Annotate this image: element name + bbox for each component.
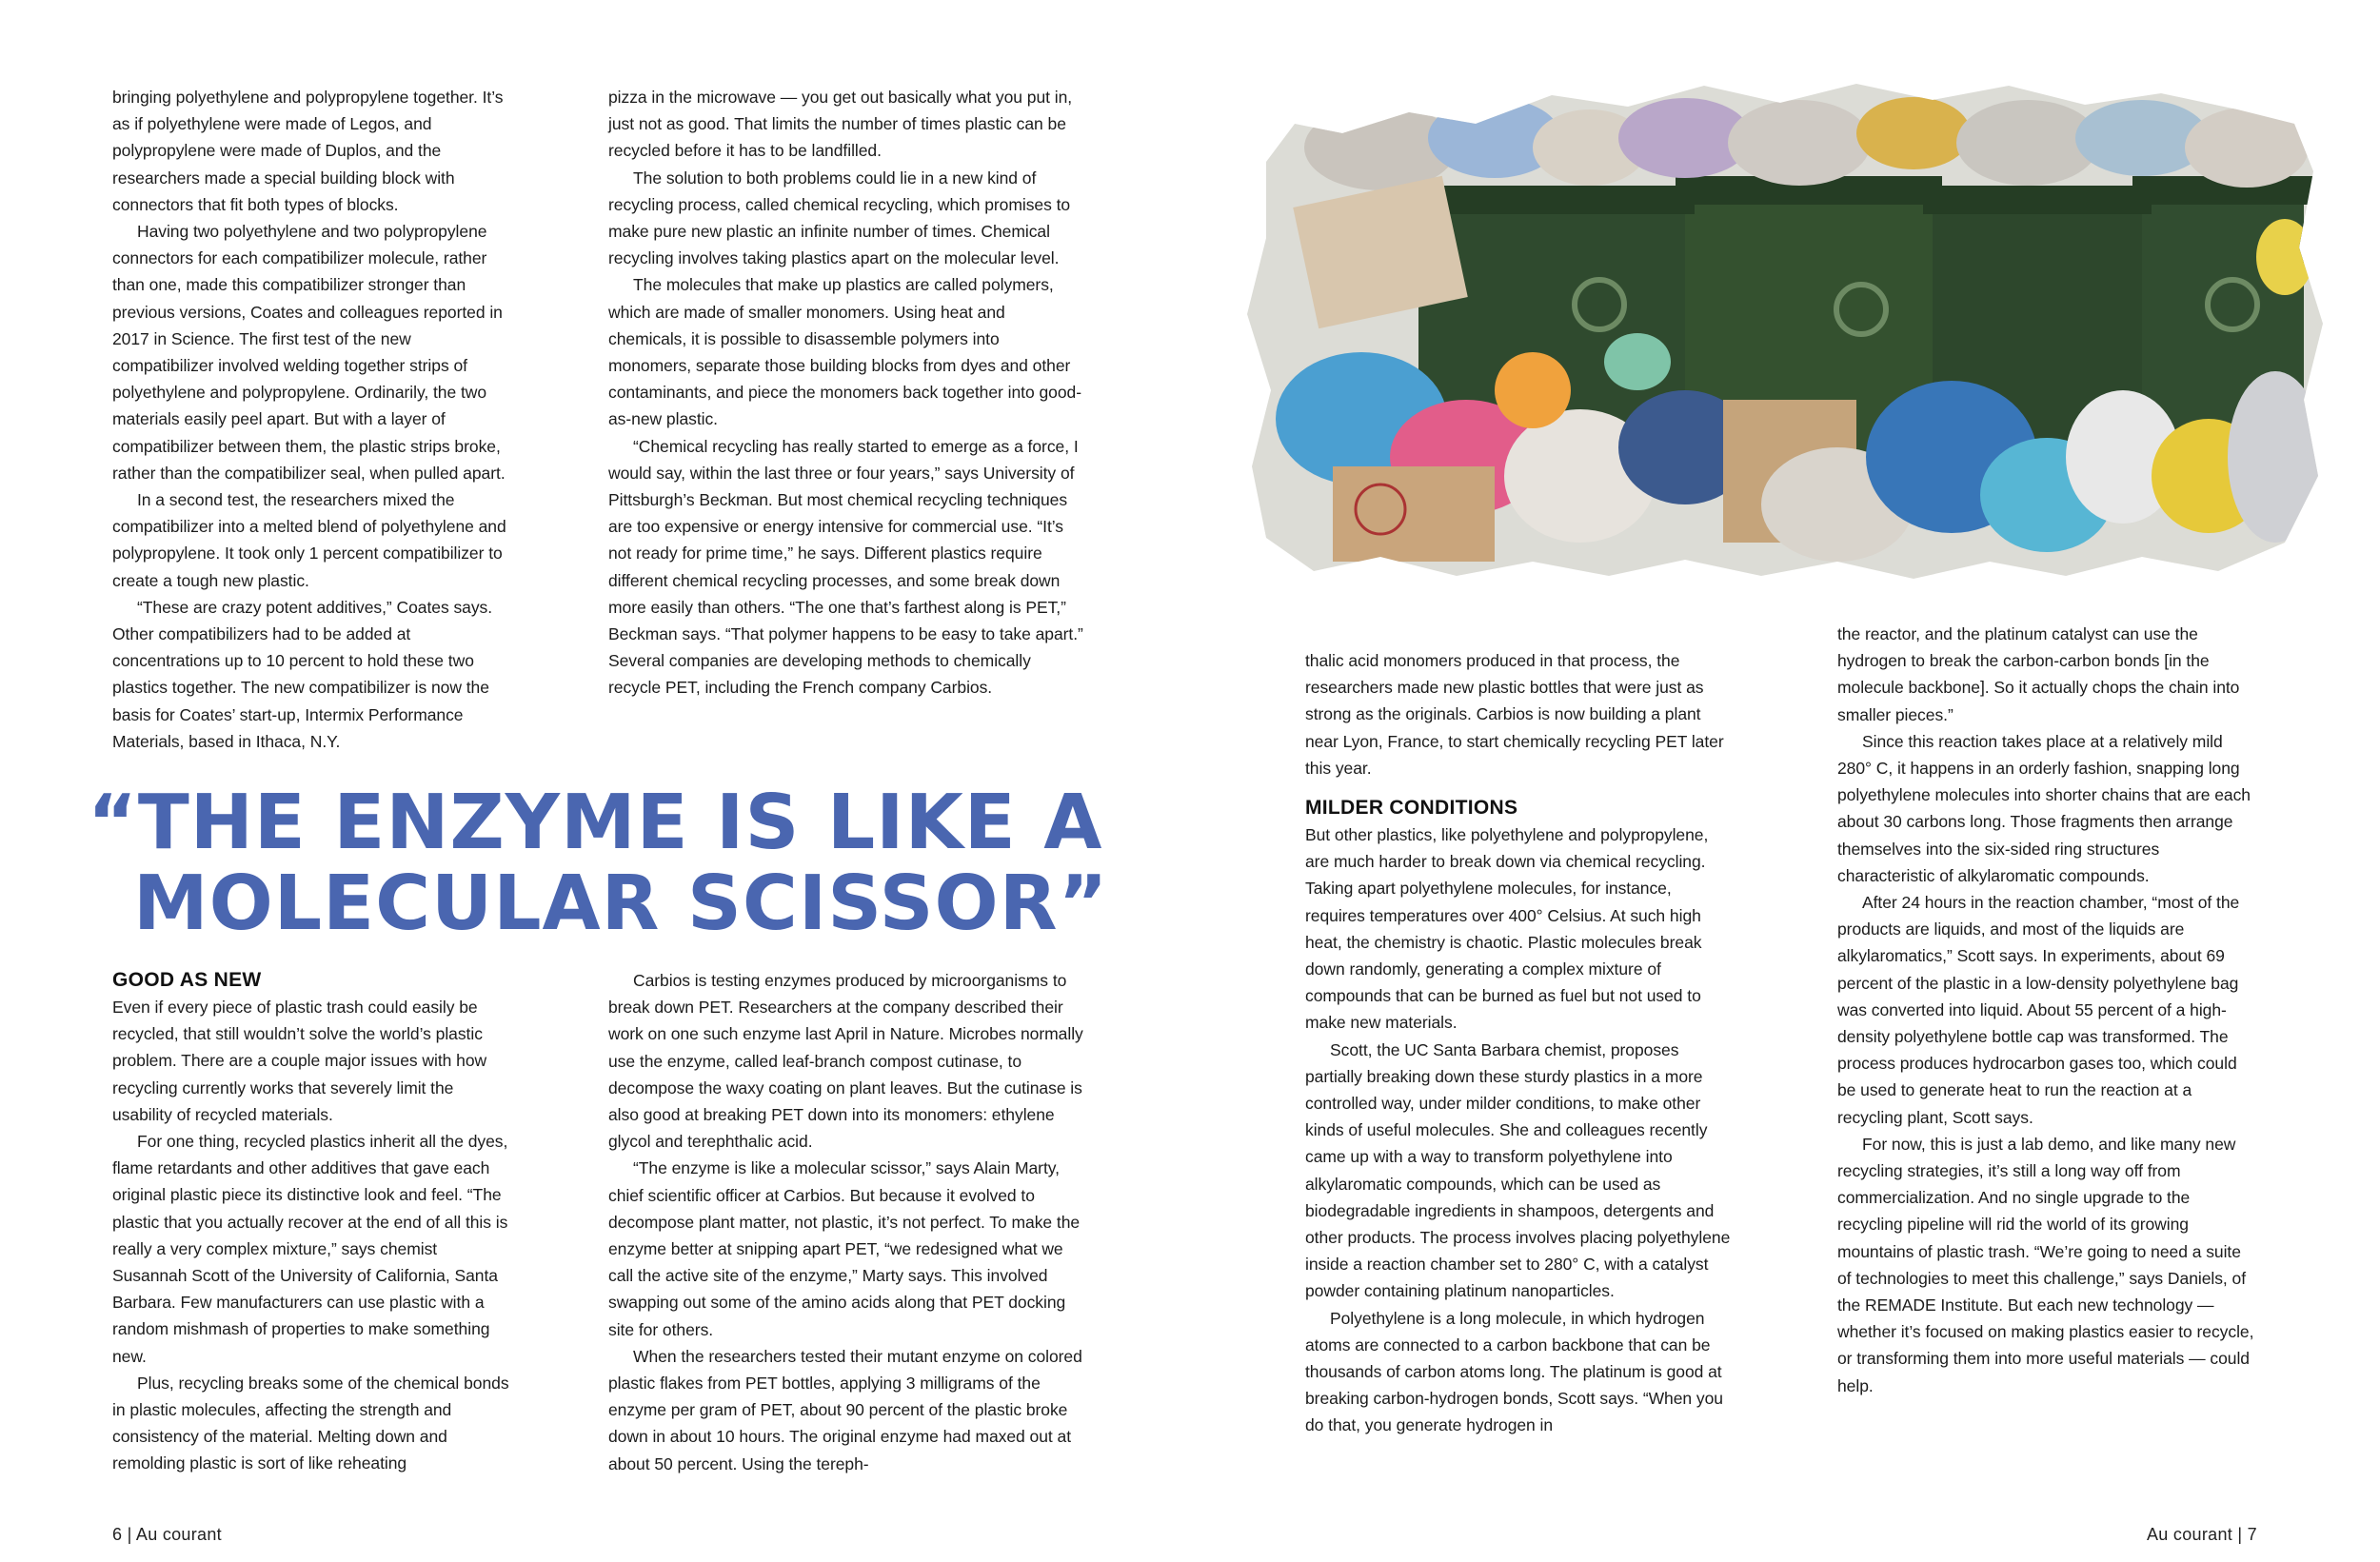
paragraph: The solution to both problems could lie in a new kind of recycling process, called chemical recycling, which promises to make pure new plastic an infinite number of times. Chemical recycling involves taking plastics apart on the molecular level. bbox=[608, 168, 1071, 268]
paragraph: Plus, recycling breaks some of the chemical bonds in plastic molecules, affecting the strength and consistency of the material. Melting down and remolding plastic is sort of like reheating bbox=[112, 1373, 509, 1473]
paragraph: Polyethylene is a long molecule, in which hydrogen atoms are connected to a carbon backbone that can be thousands of carbon atoms long. The platinum is good at breaking carbon-hydrogen bonds, Scott says. “When you do that, you generate hydrogen in bbox=[1305, 1308, 1723, 1435]
overflowing-dumpsters-photo bbox=[1228, 57, 2332, 590]
right-column-2 bbox=[1837, 621, 2256, 1399]
paragraph: “Chemical recycling has really started to emerge as a force, I would say, within the last three or four years,” says University of Pittsburgh’s Beckman. But most chemical recycling techniques are too expensive or energy intensive for commercial use. “It’s not ready for prime time,” he says. Different plastics require different chemical recycling processes, and some break down more easily than others. “The one that’s farthest along is PET,” Beckman says. “That polymer happens to be easy to take apart.” Several companies are developing methods to chemically recycle PET, including the French company Carbios. bbox=[608, 436, 1083, 698]
folio-right: Au courant | 7 bbox=[2147, 1525, 2257, 1544]
paragraph: Since this reaction takes place at a relatively mild 280° C, it happens in an orderly fashion, snapping long polyethylene molecules into shorter chains that are each about 30 carbons long. Those fragments then arrange themselves into the six-sided ring structures characteristic of alkylaromatic compounds. bbox=[1837, 731, 2251, 885]
paragraph: pizza in the microwave — you get out basically what you put in, just not as good. That limits the number of times plastic can be recycled before it has to be landfilled. bbox=[608, 88, 1073, 161]
left-column-1 bbox=[112, 84, 512, 755]
paragraph: Carbios is testing enzymes produced by microorganisms to break down PET. Researchers at the company described their work on one such enzyme last April in Nature. Microbes normally use the enzyme, called leaf-branch compost cutinase, to decompose the waxy coating on plant leaves. But the cutinase is also good at breaking PET down into its monomers: ethylene glycol and terephthalic acid. bbox=[608, 971, 1083, 1152]
paragraph: Having two polyethylene and two polypropylene connectors for each compatibilizer molecule, rather than one, made this compatibilizer stronger than previous versions, Coates and colleagues reported in 2017 in Science. The first test of the new compatibilizer involved welding together strips of polyethylene and polypropylene. Ordinarily, the two materials easily peel apart. But with a layer of compatibilizer between them, the plastic strips broke, rather than the compatibilizer seal, when pulled apart. bbox=[112, 222, 506, 483]
section-heading: GOOD AS NEW bbox=[112, 969, 262, 991]
paragraph: After 24 hours in the reaction chamber, “most of the products are liquids, and most of the liquids are alkylaromatics,” Scott says. In experiments, about 69 percent of the plastic in a low-density polyethylene bag was converted into liquid. About 55 percent of a high-density polyethylene bottle cap was transformed. The process produces hydrocarbon gases too, which could be used to generate heat to run the reaction at a recycling plant, Scott says. bbox=[1837, 893, 2240, 1127]
paragraph: Scott, the UC Santa Barbara chemist, proposes partially breaking down these sturdy plastics in a more controlled way, under milder conditions, to make other kinds of useful molecules. She and colleagues recently came up with a way to transform polyethylene into alkylaromatic compounds, which can be used as biodegradable ingredients in shampoos, detergents and other products. The process involves placing polyethylene inside a reaction chamber set to 280° C, with a catalyst powder containing platinum nanoparticles. bbox=[1305, 1039, 1731, 1301]
paragraph: the reactor, and the platinum catalyst can use the hydrogen to break the carbon-carbon bonds [in the molecule backbone]. So it actually chops the chain into smaller pieces.” bbox=[1837, 624, 2240, 724]
paragraph: For one thing, recycled plastics inherit all the dyes, flame retardants and other additives that gave each original plastic piece its distinctive look and feel. “The plastic that you actually recover at the end of all this is really a very complex mixture,” says chemist Susannah Scott of the University of California, Santa Barbara. Few manufacturers can use plastic with a random mishmash of properties to make something new. bbox=[112, 1132, 508, 1366]
paragraph: The molecules that make up plastics are called polymers, which are made of smaller monomers. Using heat and chemicals, it is possible to disassemble polymers into monomers, separate those building blocks from dyes and other contaminants, and piece the monomers back together into good-as-new plastic. bbox=[608, 275, 1081, 429]
paragraph: When the researchers tested their mutant enzyme on colored plastic flakes from PET bottles, applying 3 milligrams of the enzyme per gram of PET, about 90 percent of the plastic broke down in about 10 hours. The original enzyme had maxed out at about 50 percent. Using the tereph- bbox=[608, 1346, 1082, 1473]
left-column-4 bbox=[608, 967, 1084, 1477]
pull-quote-line-1: “THE ENZYME IS LIKE A bbox=[88, 779, 1103, 866]
pull-quote-line-2: MOLECULAR SCISSOR” bbox=[133, 860, 1109, 947]
paragraph: Even if every piece of plastic trash could easily be recycled, that still wouldn’t solve the world’s plastic problem. There are a couple major issues with how recycling currently works that severely limit the usability of recycled materials. bbox=[112, 998, 487, 1124]
paragraph: For now, this is just a lab demo, and like many new recycling strategies, it’s still a long way off from commercialization. And no single upgrade to the recycling pipeline will rid the world of its growing mountains of plastic trash. “We’re going to need a suite of technologies to meet this challenge,” says Daniels, of the REMADE Institute. But each new technology — whether it’s focused on making plastics easier to recycle, or transforming them into more useful materials — could help. bbox=[1837, 1134, 2254, 1395]
pull-quote bbox=[88, 779, 1116, 947]
paragraph: “The enzyme is like a molecular scissor,” says Alain Marty, chief scientific officer at Carbios. But because it evolved to decompose plant matter, not plastic, it’s not perfect. To make the enzyme better at snipping apart PET, “we redesigned what we call the active site of the enzyme,” Marty says. This involved swapping out some of the amino acids along that PET docking site for others. bbox=[608, 1158, 1081, 1339]
right-column-1 bbox=[1305, 647, 1734, 1439]
section-heading: MILDER CONDITIONS bbox=[1305, 797, 1518, 820]
paragraph: bringing polyethylene and polypropylene together. It’s as if polyethylene were made of Legos, and polypropylene were made of Duplos, and the researchers made a special building block with connectors that fit both types of blocks. bbox=[112, 88, 504, 214]
paragraph: But other plastics, like polyethylene and polypropylene, are much harder to break down via chemical recycling. Taking apart polyethylene molecules, for instance, requires temperatures over 400° Celsius. At such high heat, the chemistry is chaotic. Plastic molecules break down randomly, generating a complex mixture of compounds that can be burned as fuel but not used to make new materials. bbox=[1305, 825, 1709, 1033]
paragraph: “These are crazy potent additives,” Coates says. Other compatibilizers had to be added at concentrations up to 10 percent to hold these two plastics together. The new compatibilizer is now the basis for Coates’ start-up, Intermix Performance Materials, based in Ithaca, N.Y. bbox=[112, 597, 493, 751]
folio-left: 6 | Au courant bbox=[112, 1525, 222, 1544]
paragraph: thalic acid monomers produced in that process, the researchers made new plastic bottles that were just as strong as the originals. Carbios is now building a plant near Lyon, France, to start chemically recycling PET later this year. bbox=[1305, 651, 1724, 778]
paragraph: In a second test, the researchers mixed the compatibilizer into a melted blend of polyethylene and polypropylene. It took only 1 percent compatibilizer to create a tough new plastic. bbox=[112, 490, 506, 590]
left-column-2 bbox=[608, 84, 1084, 702]
left-column-3 bbox=[112, 967, 512, 1477]
